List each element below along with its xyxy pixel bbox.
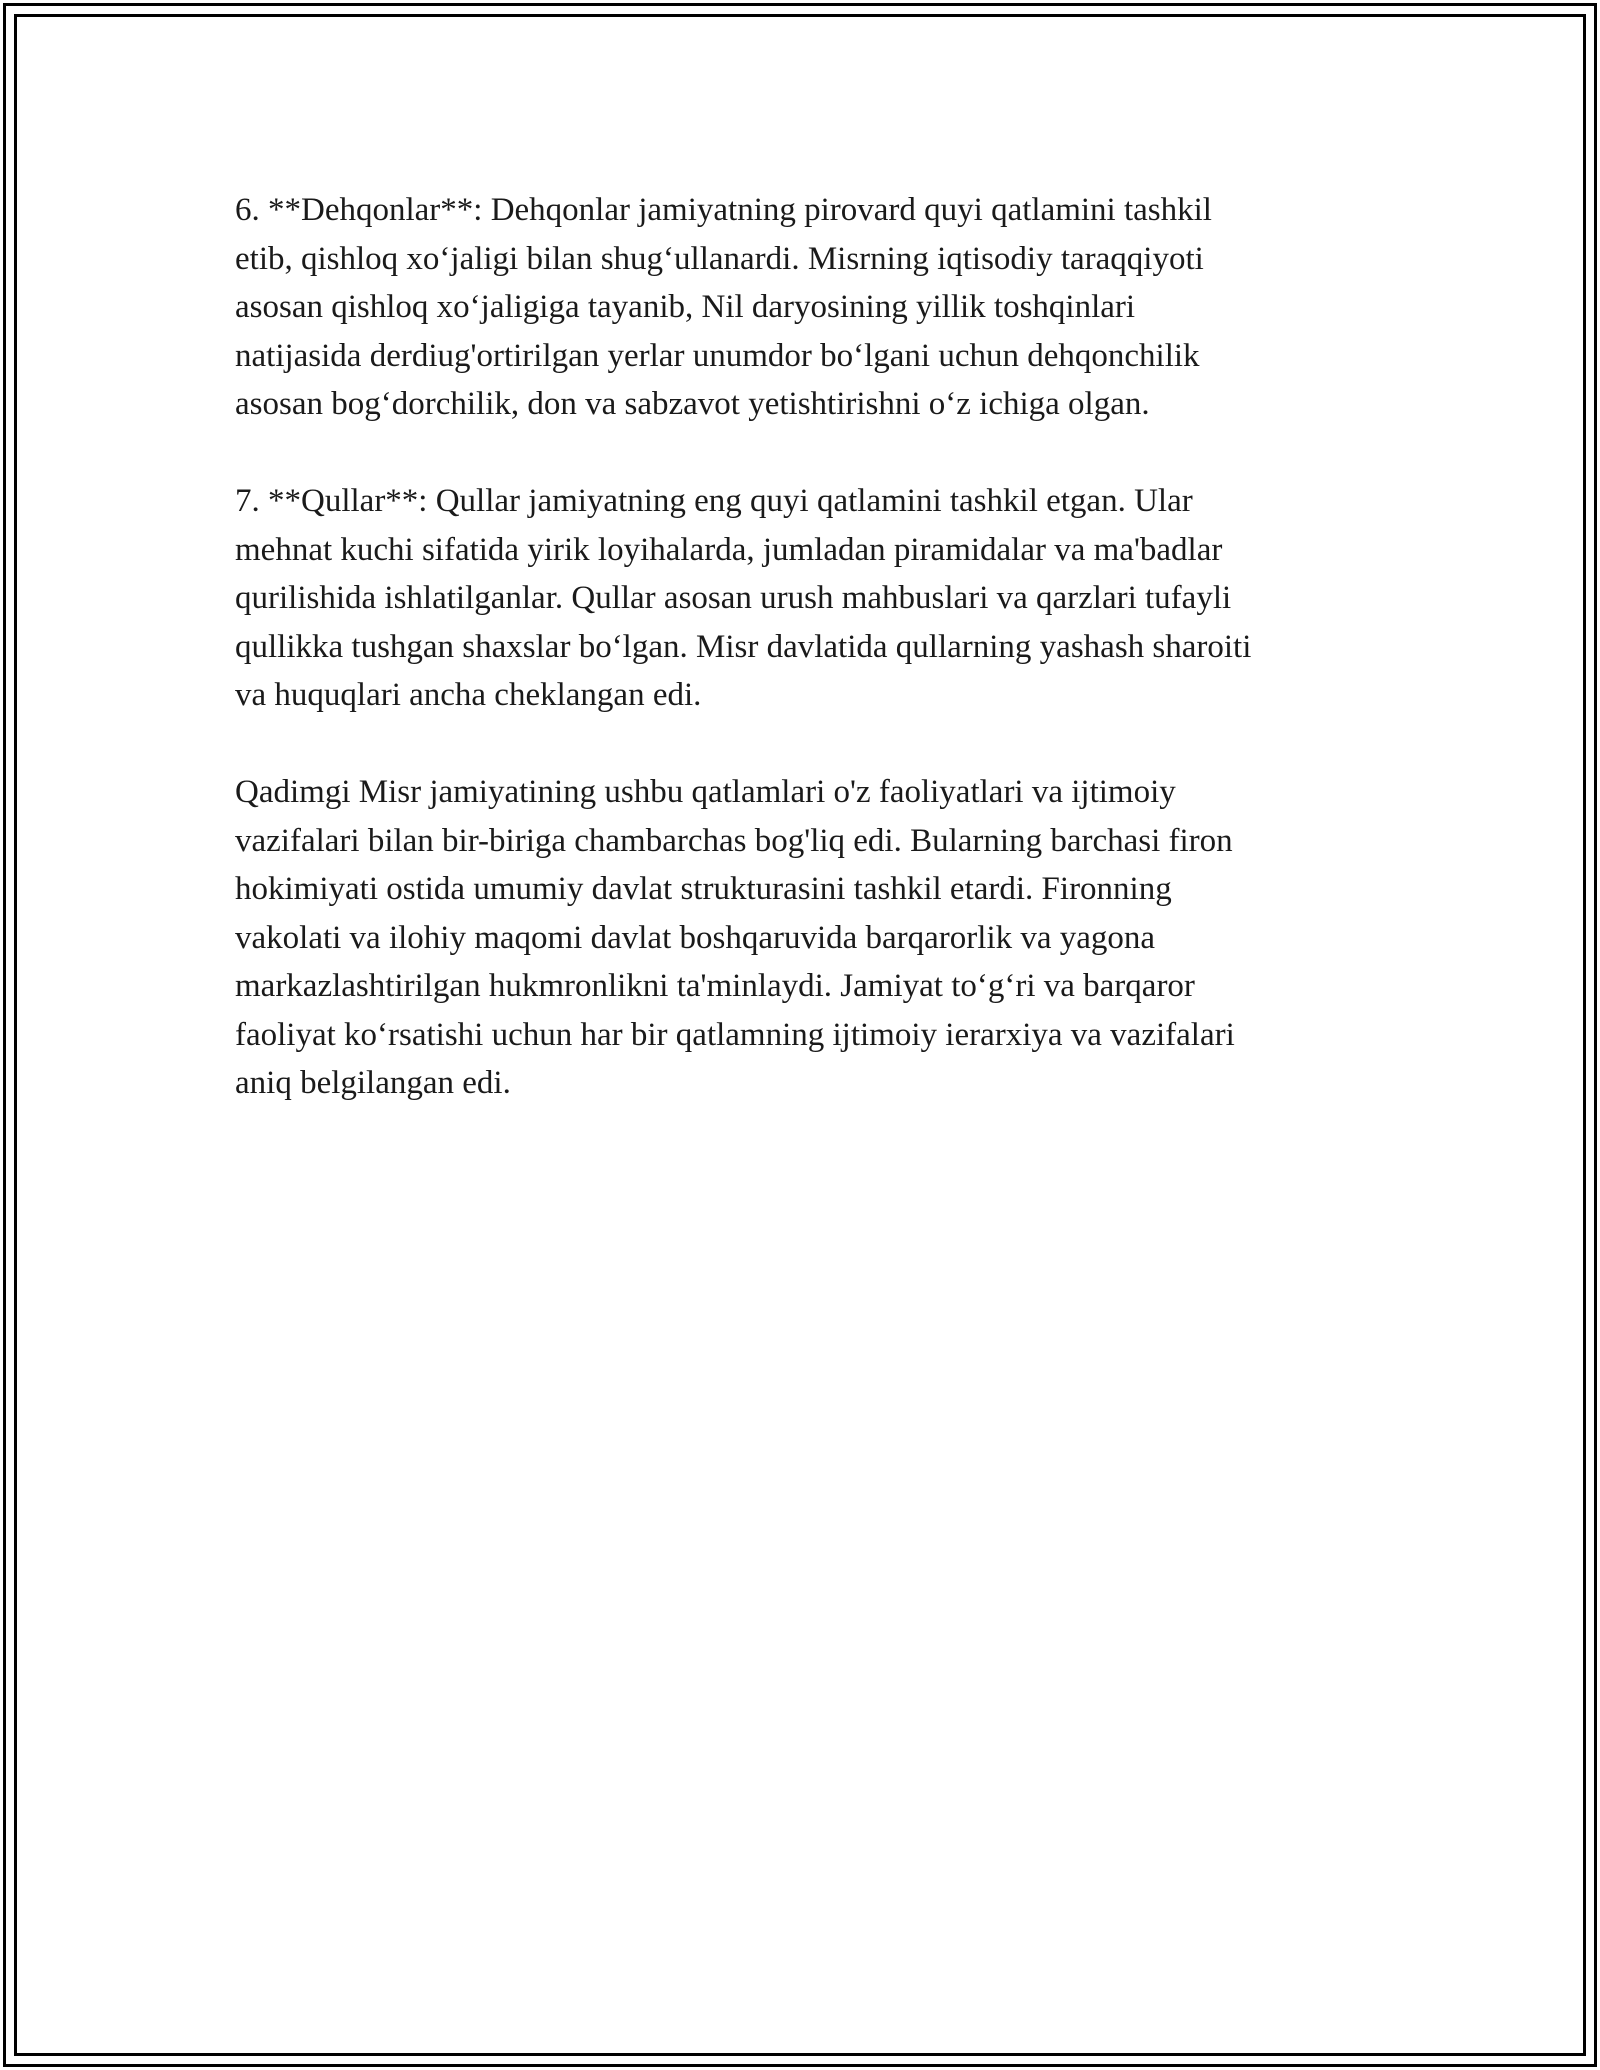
paragraph-dehqonlar: 6. **Dehqonlar**: Dehqonlar jamiyatning pirovard quyi qatlamini tashkil etib, qishloq xo‘jaligi bilan shug‘ullanardi. Misrning iqtisodiy taraqqiyoti asosan qishloq xo‘jaligiga tayanib, Nil daryosining yillik toshqinlari natijasida derdiug'ortirilgan yerlar unumdor bo‘lgani uchun dehqonchilik asosan bog‘dorchilik, don va sabzavot yetishtirishni o‘z ichiga olgan. — [235, 192, 1212, 422]
document-body — [235, 186, 1395, 1156]
paragraph-conclusion: Qadimgi Misr jamiyatining ushbu qatlamlari o'z faoliyatlari va ijtimoiy vazifalari bilan bir-biriga chambarchas bog'liq edi. Bularning barchasi firon hokimiyati ostida umumiy davlat strukturasini tashkil etardi. Fironning vakolati va ilohiy maqomi davlat boshqaruvida barqarorlik va yagona markazlashtirilgan hukmronlikni ta'minlaydi. Jamiyat to‘g‘ri va barqaror faoliyat ko‘rsatishi uchun har bir qatlamning ijtimoiy ierarxiya va vazifalari aniq belgilangan edi. — [235, 774, 1235, 1101]
paragraph-qullar: 7. **Qullar**: Qullar jamiyatning eng quyi qatlamini tashkil etgan. Ular mehnat kuchi sifatida yirik loyihalarda, jumladan piramidalar va ma'badlar qurilishida ishlatilganlar. Qullar asosan urush mahbuslari va qarzlari tufayli qullikka tushgan shaxslar bo‘lgan. Misr davlatida qullarning yashash sharoiti va huquqlari ancha cheklangan edi. — [235, 483, 1252, 713]
